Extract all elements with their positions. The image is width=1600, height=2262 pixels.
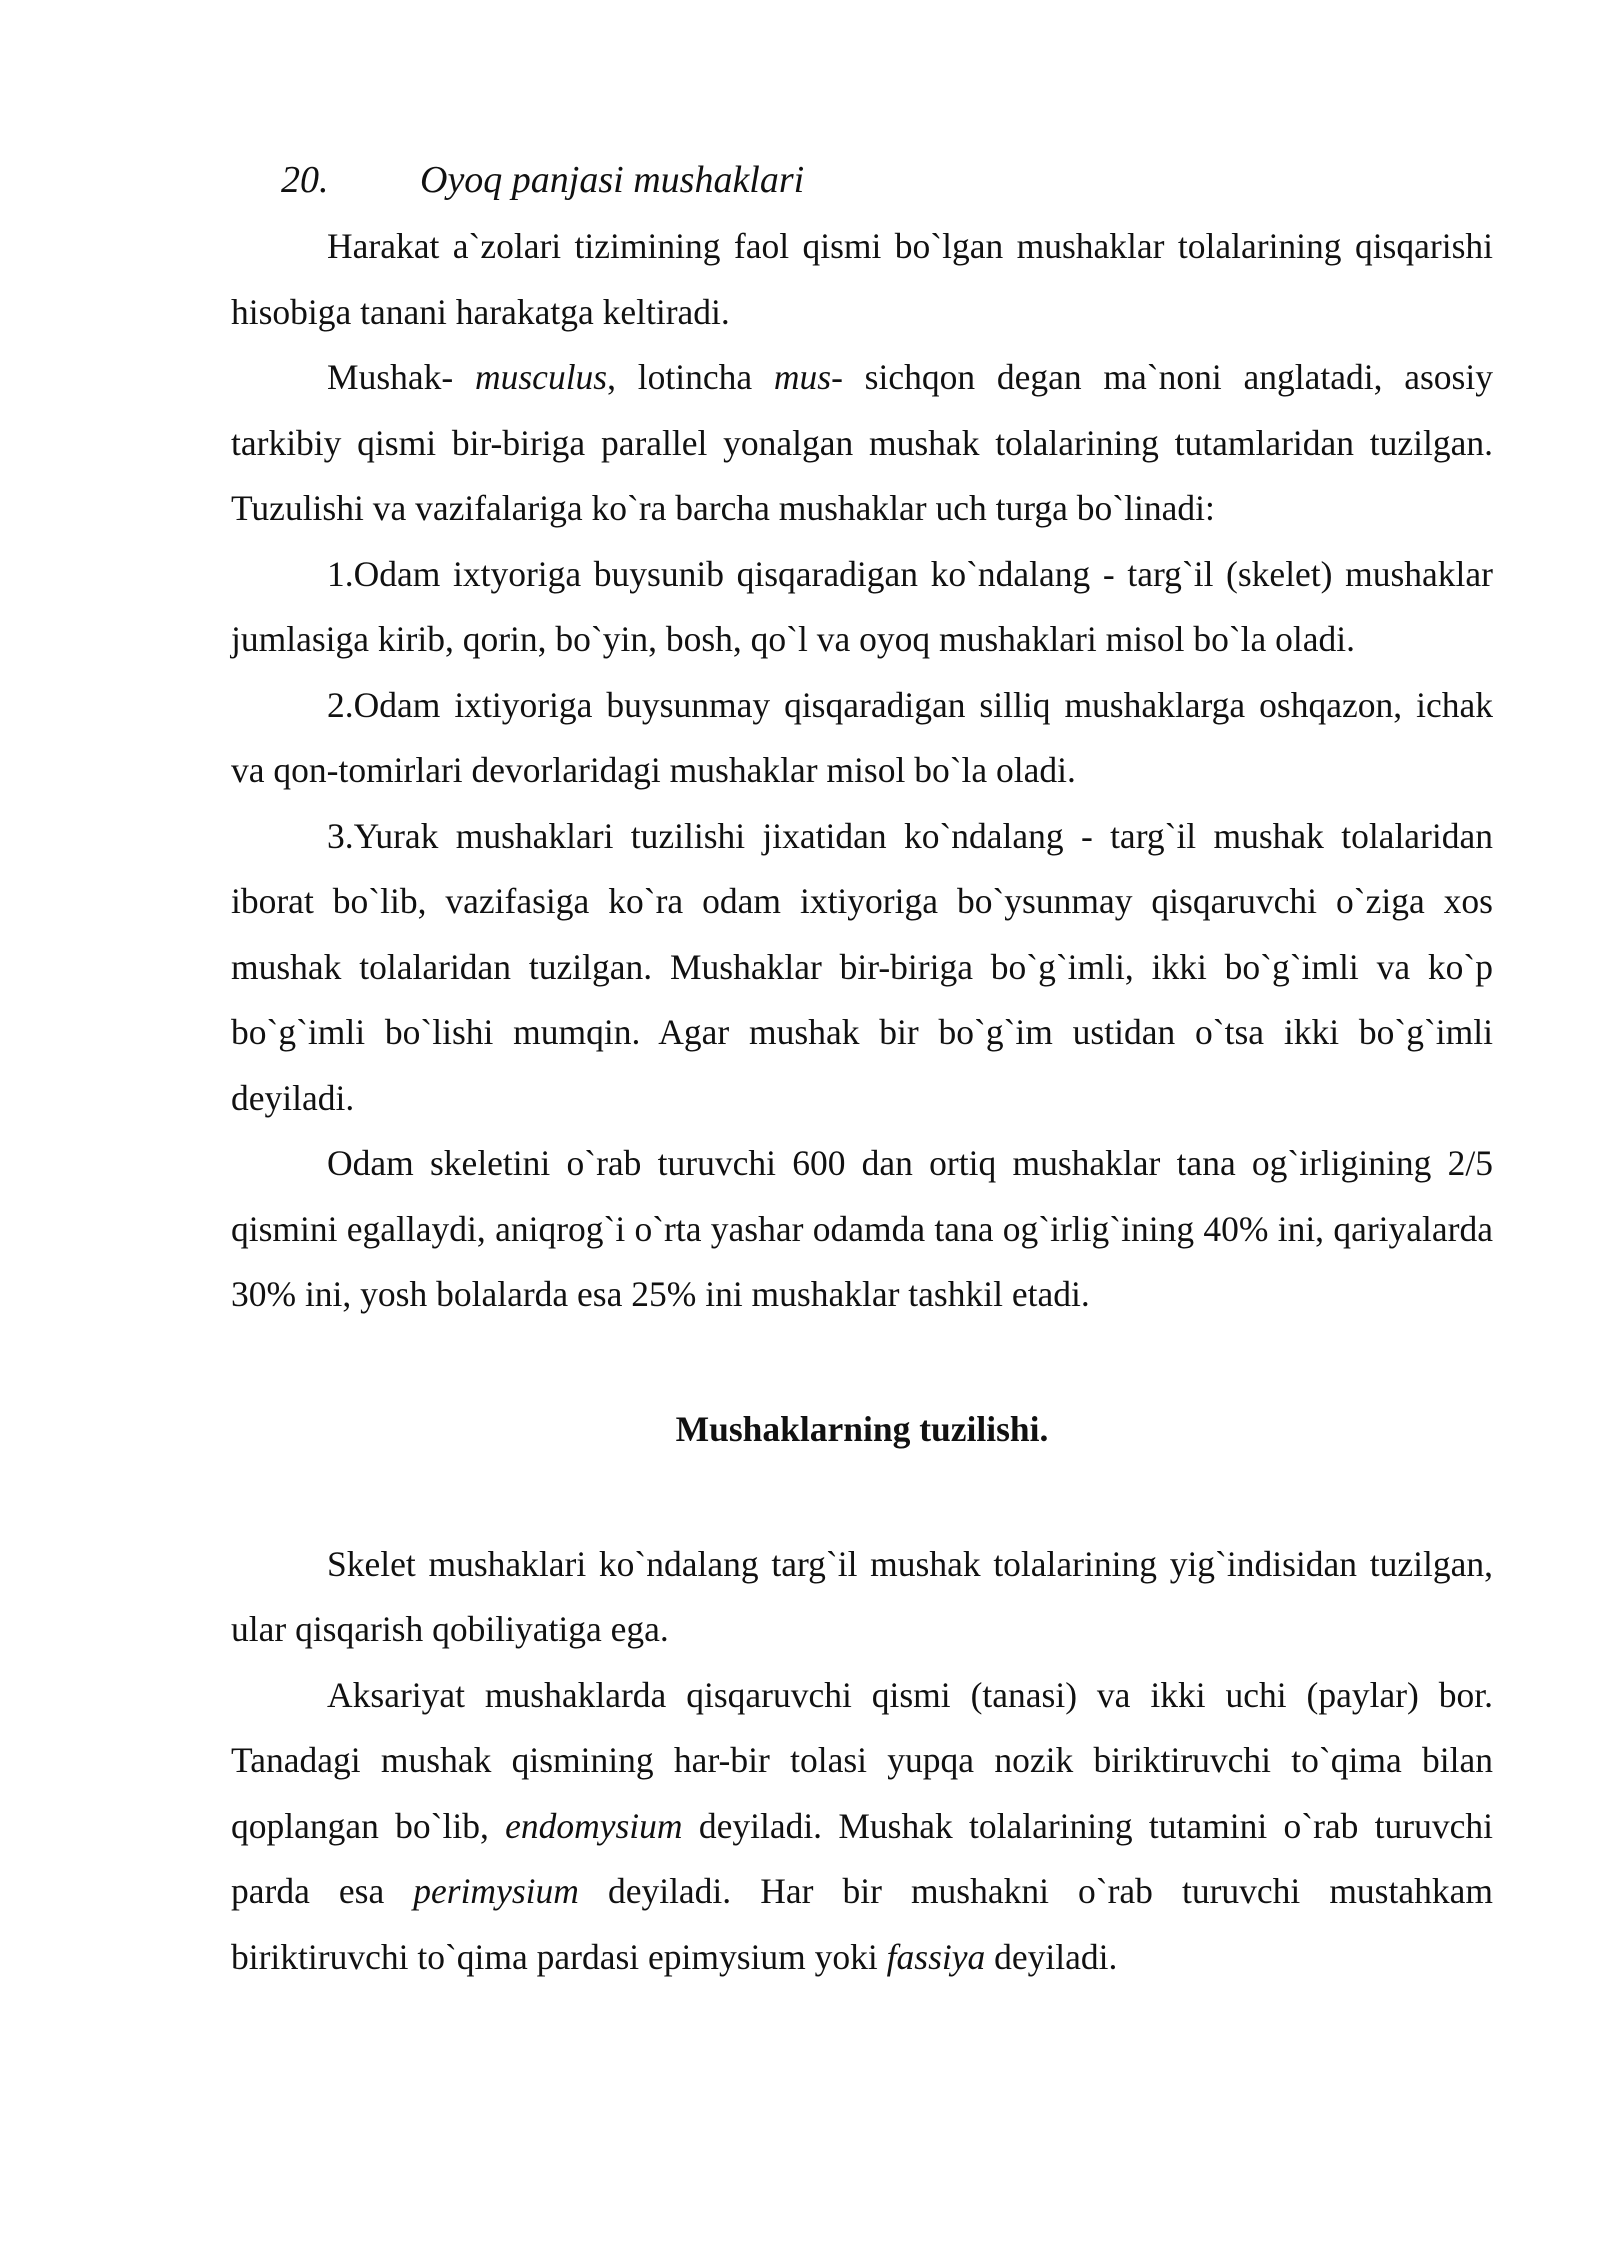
paragraph-text: deyiladi. Har bir mushakni o`rab turuvchi mustahkam biriktiruvchi to`qima pardasi epimysium yoki <box>231 1871 1493 1977</box>
latin-term: musculus <box>474 357 608 397</box>
paragraph: Harakat a`zolari tizimining faol qismi bo`lgan mushaklar tolalarining qisqarishi hisobiga tanani harakatga keltiradi. <box>231 226 1493 332</box>
paragraph: 3.Yurak mushaklari tuzilishi jixatidan ko`ndalang - targ`il mushak tolalaridan iborat bo`lib, vazifasiga ko`ra odam ixtiyoriga bo`ysunmay qisqaruvchi o`ziga xos mushak tolalaridan tuzilgan. Mushaklar bir-biriga bo`g`imli, ikki bo`g`imli va ko`p bo`g`imli bo`lishi mumqin. Agar mushak bir bo`g`im ustidan o`tsa ikki bo`g`imli deyiladi. <box>231 815 1493 1118</box>
paragraph: 1.Odam ixtyoriga buysunib qisqaradigan ko`ndalang - targ`il (skelet) mushaklar jumlasiga kirib, qorin, bo`yin, bosh, qo`l va oyoq mushaklari misol bo`la oladi. <box>231 553 1493 659</box>
paragraph-text: - sichqon degan ma`noni anglatadi, asosiy tarkibiy qismi bir-biriga parallel yonalgan mushak tolalarining tutamlaridan tuzilgan. Tuzulishi va vazifalariga ko`ra barcha mushaklar uch turga bo`linadi: <box>231 357 1493 528</box>
latin-term: perimysium <box>413 1871 579 1911</box>
latin-term: mus <box>773 357 832 397</box>
paragraph-text: , lotincha <box>607 357 774 397</box>
latin-term: endomysium <box>505 1805 683 1846</box>
section-number: 20. <box>281 159 329 201</box>
paragraph-text: Aksariyat mushaklarda qisqaruvchi qismi (tanasi) va ikki uchi (paylar) bor. Tanadagi mushak qismining har-bir tolasi yupqa nozik biriktiruvchi to`qima bilan qoplangan bo`lib, <box>231 1674 1493 1846</box>
paragraph: Skelet mushaklari ko`ndalang targ`il mushak tolalarining yig`indisidan tuzilgan, ular qisqarish qobiliyatiga ega. <box>231 1543 1493 1649</box>
paragraph-text: deyiladi. <box>985 1936 1118 1977</box>
paragraph <box>231 345 1493 542</box>
section-title: Oyoq panjasi mushaklari <box>420 159 805 201</box>
paragraph-text: deyiladi. Mushak tolalarining tutamini o`rab turuvchi parda esa <box>231 1805 1493 1911</box>
paragraph-text: Mushak- <box>327 357 475 397</box>
latin-term: fassiya <box>886 1936 986 1977</box>
section-heading <box>231 152 1493 208</box>
paragraph <box>231 1663 1493 1991</box>
paragraph: 2.Odam ixtiyoriga buysunmay qisqaradigan silliq mushaklarga oshqazon, ichak va qon-tomirlari devorlaridagi mushaklar misol bo`la oladi. <box>231 684 1493 790</box>
paragraph: Odam skeletini o`rab turuvchi 600 dan ortiq mushaklar tana og`irligining 2/5 qismini egallaydi, aniqrog`i o`rta yashar odamda tana og`irlig`ining 40% ini, qariyalarda 30% ini, yosh bolalarda esa 25% ini mushaklar tashkil etadi. <box>231 1143 1493 1314</box>
page-content <box>231 152 1493 1990</box>
subsection-title: Mushaklarning tuzilishi. <box>675 1408 1049 1449</box>
